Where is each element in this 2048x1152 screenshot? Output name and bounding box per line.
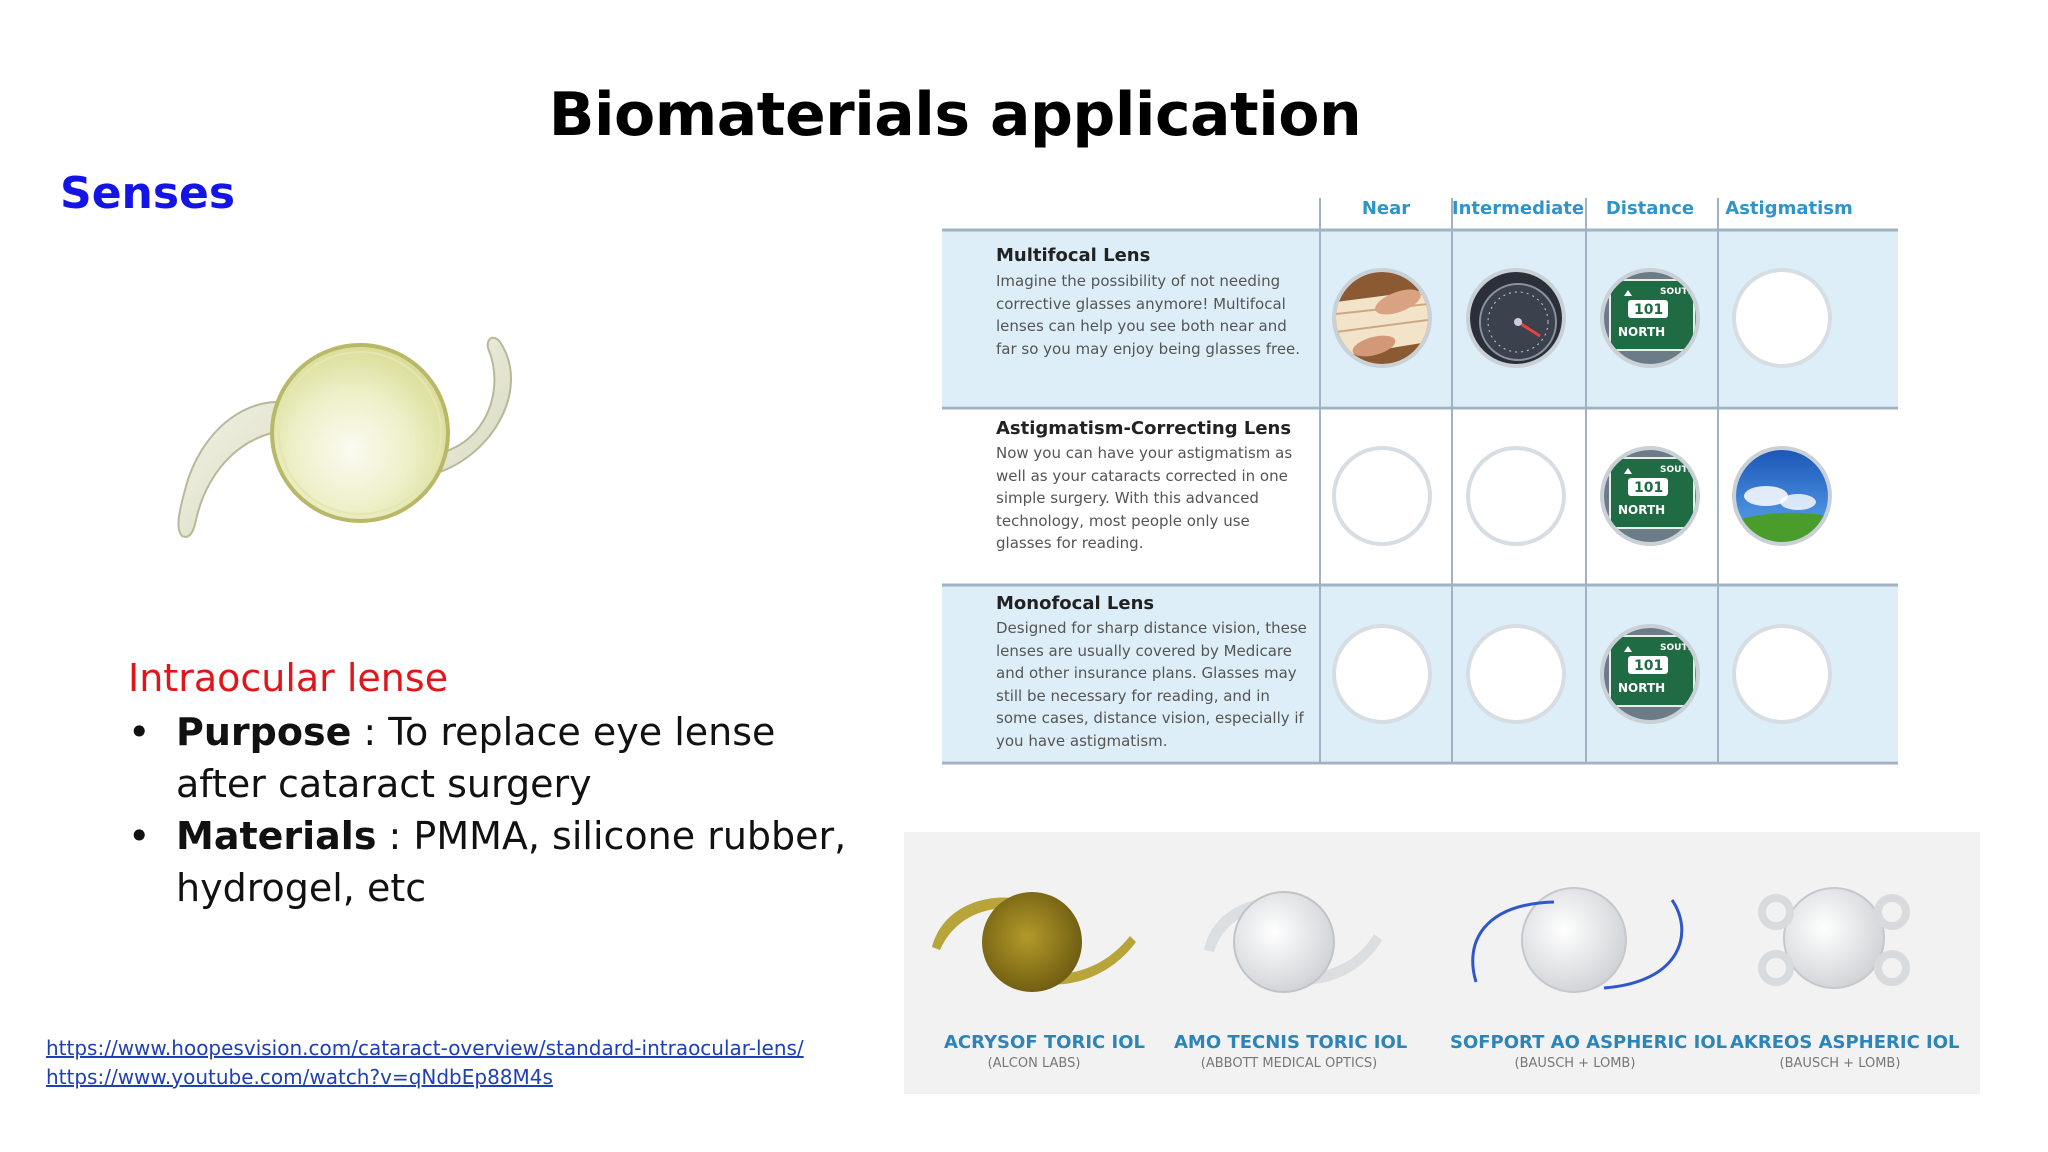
lens-products-panel (904, 832, 1980, 1094)
astigmatism-sky-photo (1732, 446, 1832, 546)
sign-top-text: SOUTH (1660, 287, 1696, 297)
astigmatism-empty-circle (1732, 268, 1832, 368)
sofport-lens-image (1473, 888, 1682, 992)
acrysof-lens-image (932, 892, 1136, 992)
tecnis-lens-image (1204, 892, 1382, 992)
lens-subtitle: Intraocular lense (128, 656, 449, 700)
purpose-label: Purpose (176, 710, 352, 754)
bullet-list (128, 706, 848, 914)
distance-highway-sign-photo (1600, 268, 1700, 368)
header-near: Near (1361, 198, 1411, 219)
header-astigmatism: Astigmatism (1725, 198, 1853, 219)
slide-title: Biomaterials application (548, 80, 1362, 150)
product-name-acrysof: ACRYSOF TORIC IOL (944, 1032, 1145, 1053)
sign-top-text: SOUTH (1660, 465, 1696, 475)
distance-highway-sign-photo (1600, 624, 1700, 724)
materials-text: : PMMA, silicone rubber, hydrogel, etc (176, 814, 847, 910)
sign-bottom-text: NORTH (1618, 503, 1666, 517)
intermediate-empty-circle (1466, 624, 1566, 724)
sign-number-text: 101 (1634, 658, 1664, 674)
intermediate-empty-circle (1466, 446, 1566, 546)
sign-bottom-text: NORTH (1618, 325, 1666, 339)
materials-bullet (176, 810, 848, 914)
row-desc-multifocal: Imagine the possibility of not needing corrective glasses anymore! Multifocal lenses can help you see both near and far so you may enjoy being glasses free. (996, 272, 1301, 358)
row-title-monofocal: Monofocal Lens (996, 593, 1155, 614)
header-distance: Distance (1605, 198, 1695, 219)
lens-products-images (904, 832, 1980, 1032)
purpose-text: : To replace eye lense after cataract surgery (176, 710, 776, 806)
product-name-akreos: AKREOS ASPHERIC IOL (1730, 1032, 1960, 1053)
intermediate-speedometer-photo (1466, 268, 1566, 368)
lens-comparison-table (940, 190, 1900, 770)
link-hoopesvision[interactable]: https://www.hoopesvision.com/cataract-overview/standard-intraocular-lens/ (46, 1036, 804, 1060)
intraocular-lens-image (160, 230, 630, 650)
product-maker-akreos: (BAUSCH + LOMB) (1779, 1056, 1901, 1071)
sign-number-text: 101 (1634, 480, 1664, 496)
row-title-astigmatism: Astigmatism-Correcting Lens (996, 418, 1292, 439)
product-name-sofport: SOFPORT AO ASPHERIC IOL (1450, 1032, 1728, 1053)
link-youtube[interactable]: https://www.youtube.com/watch?v=qNdbEp88M4s (46, 1065, 553, 1089)
near-empty-circle (1332, 446, 1432, 546)
product-maker-acrysof: (ALCON LABS) (987, 1056, 1081, 1071)
section-heading: Senses (60, 168, 236, 219)
distance-highway-sign-photo (1600, 446, 1700, 546)
product-name-tecnis: AMO TECNIS TORIC IOL (1174, 1032, 1408, 1053)
astigmatism-empty-circle (1732, 624, 1832, 724)
reference-links (46, 1034, 804, 1092)
header-intermediate: Intermediate (1451, 198, 1585, 219)
sign-number-text: 101 (1634, 302, 1664, 318)
lens-description (128, 656, 848, 914)
row-desc-monofocal: Designed for sharp distance vision, these lenses are usually covered by Medicare and other insurance plans. Glasses may still be necessary for reading, and in some cases, distance vision, especially if you have astigmatism. (996, 619, 1307, 750)
near-reading-photo (1332, 268, 1432, 368)
akreos-lens-image (1762, 888, 1906, 988)
product-maker-sofport: (BAUSCH + LOMB) (1514, 1056, 1636, 1071)
row-desc-astigmatism: Now you can have your astigmatism as well as your cataracts corrected in one simple surgery. With this advanced technology, most people only use glasses for reading. (996, 444, 1293, 552)
sign-bottom-text: NORTH (1618, 681, 1666, 695)
product-maker-tecnis: (ABBOTT MEDICAL OPTICS) (1200, 1056, 1378, 1071)
purpose-bullet (176, 706, 848, 810)
materials-label: Materials (176, 814, 377, 858)
row-title-multifocal: Multifocal Lens (996, 245, 1151, 266)
near-empty-circle (1332, 624, 1432, 724)
sign-top-text: SOUTH (1660, 643, 1696, 653)
